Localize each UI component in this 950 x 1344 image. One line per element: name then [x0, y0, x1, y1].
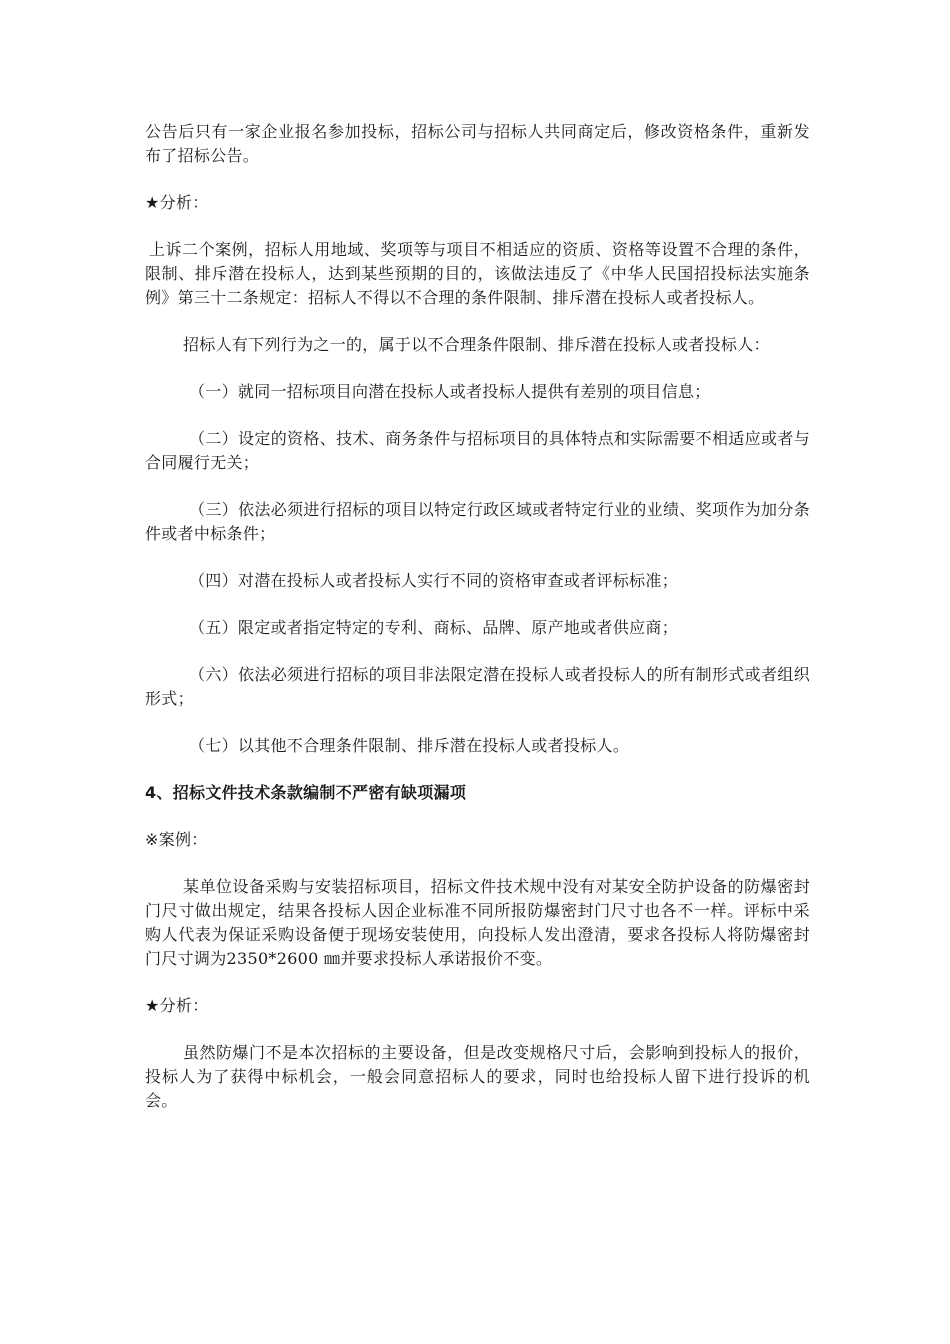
list-item-1: （一）就同一招标项目向潜在投标人或者投标人提供有差别的项目信息；	[189, 382, 711, 401]
paragraph-analysis-cases: 上诉二个案例，招标人用地域、奖项等与项目不相适应的资质、资格等设置不合理的条件，限制、排斥潜在投标人，达到某些预期的目的，该做法违反了《中华人民国招投标法实施条例》第三十二条规定：招标人不得以不合理的条件限制、排斥潜在投标人或者投标人。	[145, 240, 810, 307]
paragraph-bidding-announcement: 公告后只有一家企业报名参加投标，招标公司与招标人共同商定后，修改资格条件，重新发布了招标公告。	[145, 122, 810, 165]
paragraph-unreasonable-conditions-intro: 招标人有下列行为之一的，属于以不合理条件限制、排斥潜在投标人或者投标人：	[183, 335, 770, 354]
analysis-label-2: ★分析：	[145, 996, 209, 1015]
paragraph-analysis-blast-door: 虽然防爆门不是本次招标的主要设备，但是改变规格尺寸后，会影响到投标人的报价，投标人为了获得中标机会，一般会同意招标人的要求，同时也给投标人留下进行投诉的机会。	[145, 1043, 810, 1110]
list-item-6: （六）依法必须进行招标的项目非法限定潜在投标人或者投标人的所有制形式或者组织形式；	[145, 665, 810, 708]
list-item-4: （四）对潜在投标人或者投标人实行不同的资格审查或者评标标准；	[189, 571, 679, 590]
document-body	[145, 120, 810, 1136]
list-item-7: （七）以其他不合理条件限制、排斥潜在投标人或者投标人。	[189, 736, 630, 755]
list-item-2: （二）设定的资格、技术、商务条件与招标项目的具体特点和实际需要不相适应或者与合同履行无关；	[145, 429, 810, 472]
section-heading-4: 4、招标文件技术条款编制不严密有缺项漏项	[145, 783, 467, 802]
analysis-label: ★分析：	[145, 193, 209, 212]
case-label: ※案例：	[145, 830, 208, 849]
paragraph-case-description: 某单位设备采购与安装招标项目，招标文件技术规中没有对某安全防护设备的防爆密封门尺寸做出规定，结果各投标人因企业标准不同所报防爆密封门尺寸也各不一样。评标中采购人代表为保证采购设备便于现场安装使用，向投标人发出澄清，要求各投标人将防爆密封门尺寸调为2350*2600 ㎜并要求投标人承诺报价不变。	[145, 877, 810, 968]
list-item-5: （五）限定或者指定特定的专利、商标、品牌、原产地或者供应商；	[189, 618, 679, 637]
list-item-3: （三）依法必须进行招标的项目以特定行政区域或者特定行业的业绩、奖项作为加分条件或者中标条件；	[145, 500, 810, 543]
